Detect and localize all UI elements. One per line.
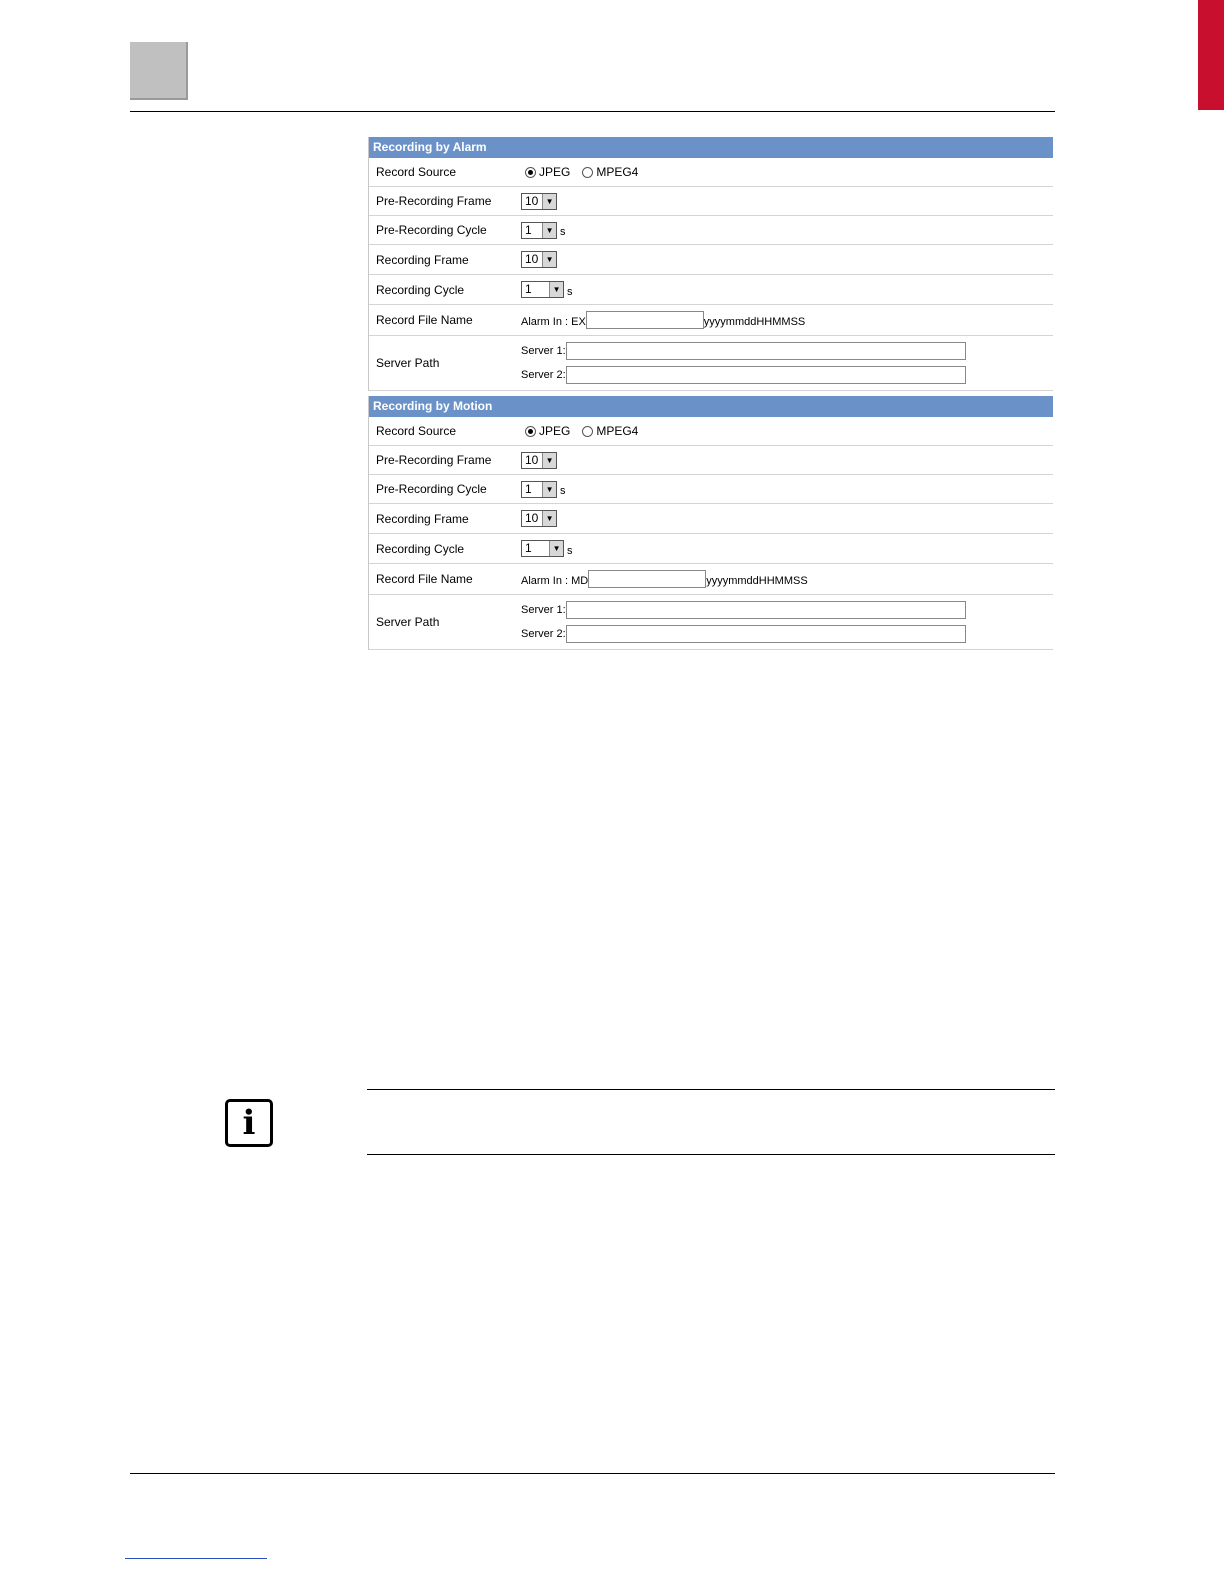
select-value: 10 (525, 193, 539, 208)
recording-cycle-row (369, 534, 1053, 564)
record-source-label: Record Source (376, 165, 457, 179)
file-name-suffix: yyyymmddHHMMSS (703, 316, 806, 328)
server-1-label: Server 1: (521, 604, 566, 616)
select-value: 1 (525, 481, 532, 496)
select-value: 1 (525, 222, 532, 237)
server-2-input[interactable] (566, 366, 966, 384)
mpeg4-radio-label: MPEG4 (596, 165, 639, 179)
mpeg4-radio[interactable] (582, 167, 593, 178)
recording-by-motion-panel (368, 396, 1053, 650)
file-name-suffix: yyyymmddHHMMSS (706, 575, 808, 587)
chevron-down-icon[interactable]: ▼ (542, 453, 556, 468)
pre-recording-cycle-row (369, 475, 1053, 504)
note-bottom-rule (367, 1154, 1055, 1155)
unit-label: s (560, 226, 566, 238)
recording-frame-select[interactable] (521, 251, 557, 268)
note-top-rule (367, 1089, 1055, 1090)
recording-frame-select[interactable] (521, 510, 557, 527)
server-2-label: Server 2: (521, 369, 566, 381)
pre-recording-frame-row (369, 187, 1053, 216)
server-2-label: Server 2: (521, 628, 566, 640)
select-value: 10 (525, 252, 539, 266)
chapter-marker-box (130, 42, 188, 100)
recording-frame-row (369, 504, 1053, 534)
select-value: 1 (525, 282, 532, 296)
record-file-name-row (369, 564, 1053, 595)
recording-cycle-select[interactable] (521, 540, 564, 557)
pre-recording-frame-label: Pre-Recording Frame (376, 453, 492, 467)
info-icon: i (225, 1099, 273, 1147)
chevron-down-icon[interactable]: ▼ (542, 194, 556, 209)
pre-recording-cycle-select[interactable] (521, 222, 557, 239)
chevron-down-icon[interactable]: ▼ (549, 282, 563, 297)
pre-recording-frame-row (369, 446, 1053, 475)
footer-link-underline[interactable] (125, 1558, 267, 1559)
jpeg-radio[interactable] (525, 167, 536, 178)
jpeg-radio-label: JPEG (539, 165, 571, 179)
file-name-prefix: Alarm In : MD (521, 575, 589, 587)
pre-recording-frame-label: Pre-Recording Frame (376, 194, 492, 208)
jpeg-radio-label: JPEG (539, 424, 571, 438)
record-file-name-input[interactable] (588, 570, 706, 588)
recording-cycle-label: Recording Cycle (376, 282, 465, 297)
server-path-row (369, 595, 1053, 650)
recording-cycle-label: Recording Cycle (376, 541, 465, 556)
server-1-input[interactable] (566, 601, 966, 619)
record-file-name-label: Record File Name (376, 572, 473, 586)
unit-label: s (567, 544, 573, 557)
header-rule (130, 111, 1055, 112)
chevron-down-icon[interactable]: ▼ (549, 541, 563, 556)
server-path-row (369, 336, 1053, 391)
pre-recording-frame-select[interactable] (521, 452, 557, 469)
record-file-name-label: Record File Name (376, 313, 473, 327)
pre-recording-cycle-label: Pre-Recording Cycle (376, 223, 487, 237)
chevron-down-icon[interactable]: ▼ (542, 223, 556, 238)
record-source-label: Record Source (376, 424, 457, 438)
recording-frame-label: Recording Frame (376, 252, 469, 267)
footer-rule (130, 1473, 1055, 1474)
server-path-label: Server Path (376, 615, 440, 629)
chevron-down-icon[interactable]: ▼ (542, 482, 556, 497)
record-file-name-input[interactable] (586, 311, 704, 329)
server-path-label: Server Path (376, 356, 440, 370)
panel-title: Recording by Motion (369, 396, 1053, 417)
chevron-down-icon[interactable]: ▼ (542, 252, 556, 267)
select-value: 1 (525, 541, 532, 555)
mpeg4-radio-label: MPEG4 (596, 424, 639, 438)
select-value: 10 (525, 511, 539, 525)
unit-label: s (560, 485, 566, 497)
mpeg4-radio[interactable] (582, 426, 593, 437)
select-value: 10 (525, 452, 539, 467)
panel-title: Recording by Alarm (369, 137, 1053, 158)
pre-recording-frame-select[interactable] (521, 193, 557, 210)
server-2-input[interactable] (566, 625, 966, 643)
pre-recording-cycle-label: Pre-Recording Cycle (376, 482, 487, 496)
pre-recording-cycle-select[interactable] (521, 481, 557, 498)
file-name-prefix: Alarm In : EX (521, 316, 586, 328)
jpeg-radio[interactable] (525, 426, 536, 437)
pre-recording-cycle-row (369, 216, 1053, 245)
server-1-input[interactable] (566, 342, 966, 360)
side-accent-bar (1198, 0, 1224, 110)
unit-label: s (567, 285, 573, 298)
recording-cycle-row (369, 275, 1053, 305)
record-source-row (369, 417, 1053, 446)
record-source-row (369, 158, 1053, 187)
server-1-label: Server 1: (521, 345, 566, 357)
recording-cycle-select[interactable] (521, 281, 564, 298)
recording-frame-row (369, 245, 1053, 275)
recording-frame-label: Recording Frame (376, 511, 469, 526)
recording-by-alarm-panel (368, 137, 1053, 391)
record-file-name-row (369, 305, 1053, 336)
chevron-down-icon[interactable]: ▼ (542, 511, 556, 526)
